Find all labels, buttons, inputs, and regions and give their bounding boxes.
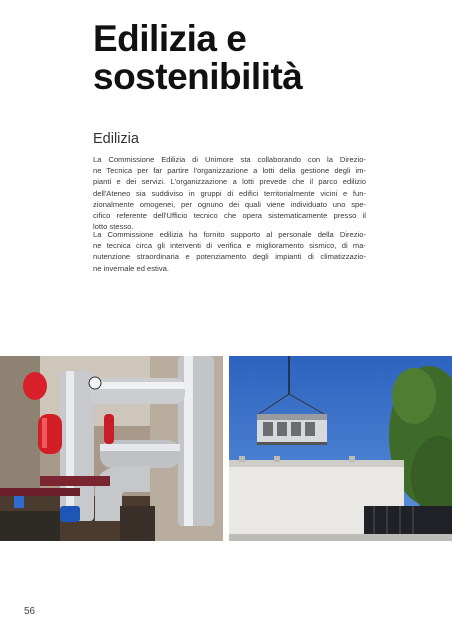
paragraph-1 bbox=[93, 154, 366, 232]
paragraph-1-line: zionalmente omogenei, per ognuno dei quali viene individuato uno spe- bbox=[93, 199, 366, 209]
title-line-2: sostenibilità bbox=[93, 56, 303, 97]
paragraph-1-line: pianti e dei servizi. L'organizzazione a lotti prevede che il parco edilizio bbox=[93, 177, 366, 187]
paragraph-2-line: ne tecnica circa gli interventi di verifica e miglioramento sismico, di ma- bbox=[93, 241, 366, 251]
paragraph-2 bbox=[93, 229, 366, 274]
paragraph-2-line: La Commissione edilizia ha fornito supporto al personale della Direzio- bbox=[93, 230, 366, 239]
paragraph-1-line: dell'Ateneo sia suddiviso in gruppi di edifici territorialmente vicini e fun- bbox=[93, 188, 366, 198]
section-heading: Edilizia bbox=[93, 131, 139, 147]
page-number: 56 bbox=[24, 606, 36, 617]
photo-hvac-unit-lift bbox=[229, 356, 452, 541]
paragraph-1-line: lotto stesso. bbox=[93, 222, 134, 232]
title-line-1: Edilizia e bbox=[93, 18, 247, 59]
paragraph-1-line: cifico referente dell'Ufficio tecnico che opera sistematicamente presso il bbox=[93, 211, 366, 221]
paragraph-2-line: nutenzione straordinaria e potenziamento degli impianti di climatizzazio- bbox=[93, 252, 366, 262]
paragraph-1-line: La Commissione Edilizia di Unimore sta collaborando con la Direzio- bbox=[93, 155, 366, 164]
page-title bbox=[93, 20, 433, 96]
paragraph-1-line: ne Tecnica per far partire l'organizzazione a lotti della gestione degli im- bbox=[93, 166, 366, 176]
photo-heating-plant-pipes bbox=[0, 356, 223, 541]
paragraph-2-line: ne invernale ed estiva. bbox=[93, 263, 169, 273]
